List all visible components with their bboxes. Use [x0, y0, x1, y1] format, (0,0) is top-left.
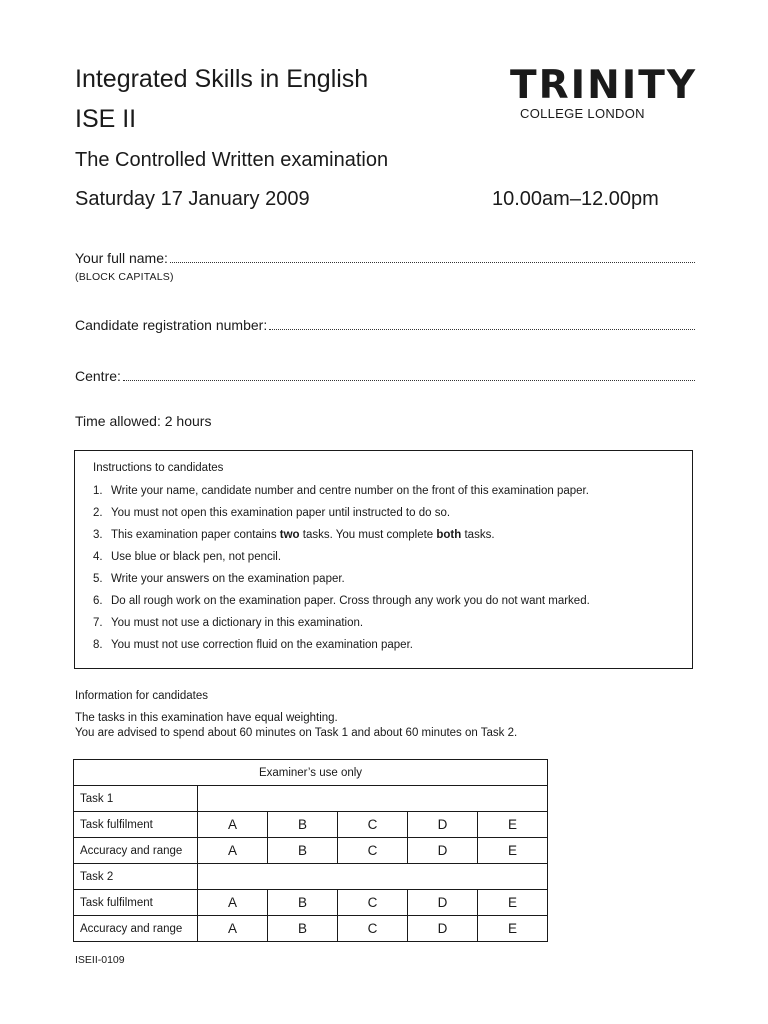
time-allowed-value: 2 hours: [160, 413, 212, 429]
exam-level: ISE II: [75, 105, 137, 133]
grade-cell[interactable]: C: [338, 812, 408, 838]
document-title: Integrated Skills in English: [75, 65, 369, 93]
accuracy-range-label: Accuracy and range: [74, 838, 198, 864]
grade-cell[interactable]: D: [408, 812, 478, 838]
paper-code: ISEII-0109: [75, 954, 125, 966]
time-allowed: [75, 413, 211, 429]
full-name-field[interactable]: [75, 250, 695, 266]
grade-cell[interactable]: C: [338, 890, 408, 916]
grade-cell[interactable]: B: [268, 812, 338, 838]
centre-label: Centre:: [75, 368, 121, 384]
grade-cell[interactable]: C: [338, 838, 408, 864]
centre-line[interactable]: [123, 379, 695, 381]
exam-time: 10.00am–12.00pm: [492, 188, 659, 210]
examiner-table: [73, 759, 548, 942]
grade-cell[interactable]: B: [268, 916, 338, 942]
grade-cell[interactable]: E: [478, 890, 548, 916]
instruction-item: 7. You must not use a dictionary in this examination.: [93, 617, 364, 629]
task-2-blank: [198, 864, 548, 890]
exam-name: The Controlled Written examination: [75, 149, 389, 171]
instructions-box: [74, 450, 693, 669]
information-line: You are advised to spend about 60 minutes on Task 1 and about 60 minutes on Task 2.: [75, 727, 518, 739]
registration-number-field[interactable]: [75, 317, 695, 333]
grade-cell[interactable]: A: [198, 838, 268, 864]
time-allowed-label: Time allowed:: [75, 413, 161, 429]
task-2-label: Task 2: [74, 864, 198, 890]
block-capitals-note: (BLOCK CAPITALS): [75, 271, 174, 283]
task-1-label: Task 1: [74, 786, 198, 812]
instruction-item: 4. Use blue or black pen, not pencil.: [93, 551, 282, 563]
grade-cell[interactable]: B: [268, 838, 338, 864]
accuracy-range-label: Accuracy and range: [74, 916, 198, 942]
table-row: [74, 838, 548, 864]
instruction-item: 1. Write your name, candidate number and centre number on the front of this examination paper.: [93, 485, 589, 497]
instruction-item: 5. Write your answers on the examination paper.: [93, 573, 345, 585]
instruction-item: 2. You must not open this examination paper until instructed to do so.: [93, 507, 451, 519]
centre-field[interactable]: [75, 368, 695, 384]
grade-cell[interactable]: D: [408, 838, 478, 864]
full-name-line[interactable]: [170, 261, 695, 263]
task-1-blank: [198, 786, 548, 812]
task-fulfilment-label: Task fulfilment: [74, 890, 198, 916]
instructions-title: Instructions to candidates: [93, 462, 224, 474]
grade-cell[interactable]: D: [408, 890, 478, 916]
grade-cell[interactable]: E: [478, 838, 548, 864]
table-row: [74, 916, 548, 942]
grade-cell[interactable]: D: [408, 916, 478, 942]
information-title: Information for candidates: [75, 690, 208, 702]
registration-number-line[interactable]: [269, 328, 695, 330]
trinity-logo: [510, 63, 700, 122]
examiner-table-header: Examiner’s use only: [74, 760, 548, 786]
grade-cell[interactable]: C: [338, 916, 408, 942]
instruction-item: 8. You must not use correction fluid on the examination paper.: [93, 639, 413, 651]
grade-cell[interactable]: A: [198, 916, 268, 942]
registration-number-label: Candidate registration number:: [75, 317, 268, 333]
logo-subtitle: COLLEGE LONDON: [520, 106, 645, 121]
instruction-item: 6. Do all rough work on the examination paper. Cross through any work you do not want marked.: [93, 595, 590, 607]
grade-cell[interactable]: E: [478, 916, 548, 942]
grade-cell[interactable]: B: [268, 890, 338, 916]
exam-date: Saturday 17 January 2009: [75, 188, 310, 210]
task-fulfilment-label: Task fulfilment: [74, 812, 198, 838]
instruction-item: 3. This examination paper contains two tasks. You must complete both tasks.: [93, 529, 495, 541]
information-line: The tasks in this examination have equal weighting.: [75, 712, 338, 724]
grade-cell[interactable]: E: [478, 812, 548, 838]
instructions-list: [93, 484, 590, 660]
full-name-label: Your full name:: [75, 250, 168, 266]
table-row: [74, 890, 548, 916]
logo-wordmark: TRINITY: [510, 63, 698, 108]
grade-cell[interactable]: A: [198, 812, 268, 838]
grade-cell[interactable]: A: [198, 890, 268, 916]
table-row: [74, 812, 548, 838]
